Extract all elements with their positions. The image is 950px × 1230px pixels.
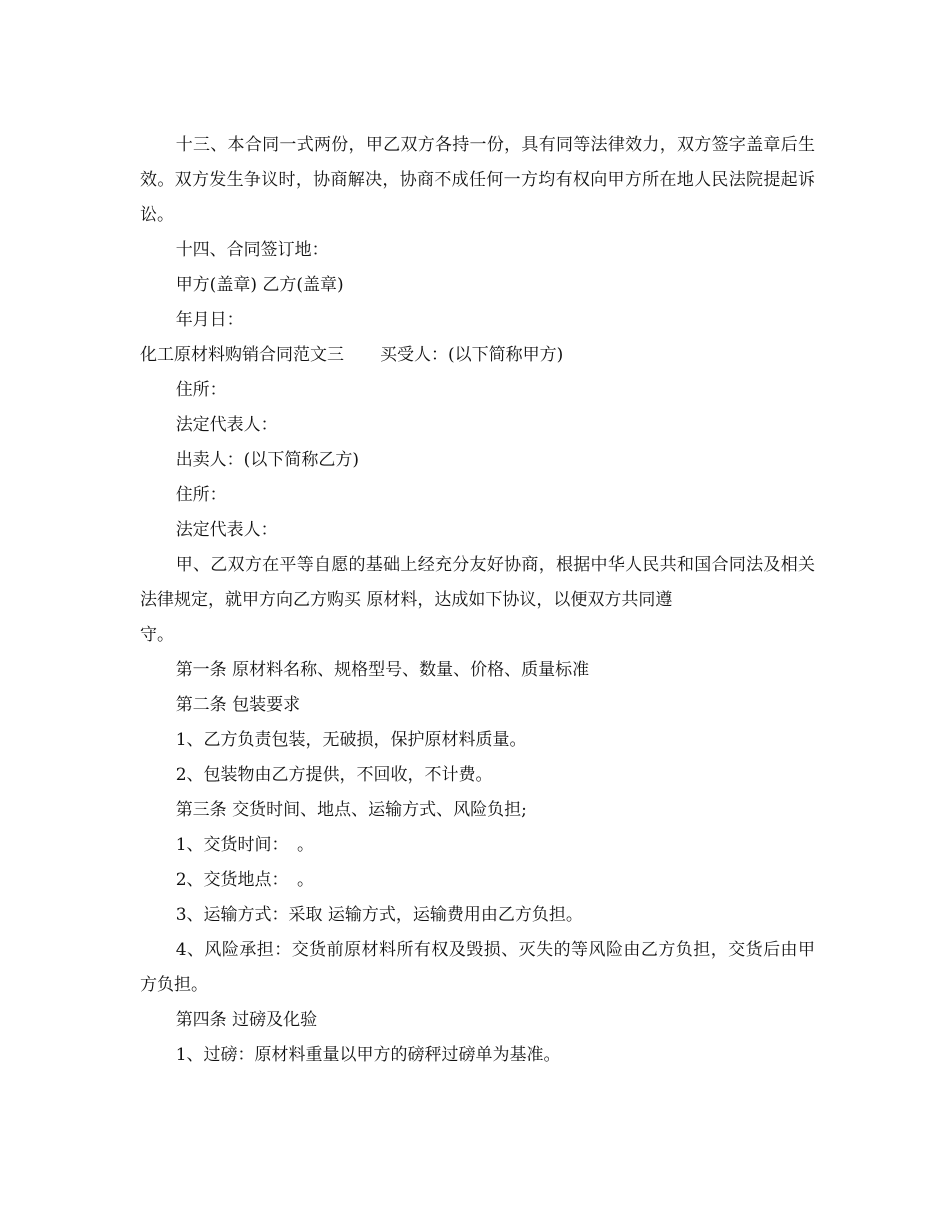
seller-label: 出卖人：(以下简称乙方) — [175, 450, 359, 470]
article-4-item-1: 1、过磅：原材料重量以甲方的磅秤过磅单为基准。 — [175, 1045, 561, 1065]
title-buyer-line — [140, 338, 815, 373]
article-2: 第二条 包装要求 — [175, 695, 301, 715]
article-3-item-3: 3、运输方式：采取 运输方式，运输费用由乙方负担。 — [175, 905, 583, 925]
article-3-item-1: 1、交货时间： 。 — [175, 835, 315, 855]
document-title: 化工原材料购销合同范文三 — [140, 345, 344, 365]
seller-address: 住所： — [175, 485, 227, 505]
article-2-item-1: 1、乙方负责包装，无破损，保护原材料质量。 — [175, 730, 527, 750]
article-3-item-2: 2、交货地点： 。 — [175, 870, 315, 890]
buyer-label: 买受人：(以下简称甲方) — [380, 345, 564, 365]
seller-representative: 法定代表人： — [175, 520, 278, 540]
article-2-item-2: 2、包装物由乙方提供，不回收，不计费。 — [175, 765, 493, 785]
article-4: 第四条 过磅及化验 — [175, 1010, 318, 1030]
date-line: 年月日： — [175, 310, 244, 330]
clause-13: 十三、本合同一式两份，甲乙双方各持一份，具有同等法律效力，双方签字盖章后生效。双方发生争议时，协商解决，协商不成任何一方均有权向甲方所在地人民法院提起诉讼。 — [140, 135, 815, 225]
article-3: 第三条 交货时间、地点、运输方式、风险负担; — [175, 800, 527, 820]
buyer-representative: 法定代表人： — [175, 415, 278, 435]
clause-14: 十四、合同签订地： — [175, 240, 329, 260]
document-body — [140, 128, 815, 1073]
article-3-item-4: 4、风险承担：交货前原材料所有权及毁损、灭失的等风险由乙方负担，交货后由甲方负担。 — [140, 940, 815, 995]
article-1: 第一条 原材料名称、规格型号、数量、价格、质量标准 — [175, 660, 590, 680]
buyer-address: 住所： — [175, 380, 227, 400]
preamble-paragraph: 甲、乙双方在平等自愿的基础上经充分友好协商，根据中华人民共和国合同法及相关法律规定，就甲方向乙方购买 原材料，达成如下协议，以便双方共同遵 — [140, 555, 815, 610]
signature-line: 甲方(盖章) 乙方(盖章) — [175, 275, 344, 295]
preamble-paragraph-end: 守。 — [140, 625, 174, 645]
